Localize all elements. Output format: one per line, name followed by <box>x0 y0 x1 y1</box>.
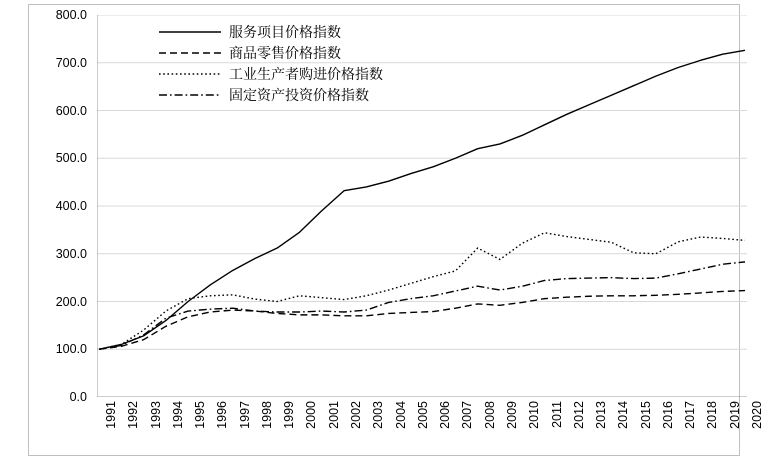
y-axis-tick-label: 700.0 <box>55 55 87 70</box>
y-axis-tick-label: 800.0 <box>55 8 87 22</box>
x-axis-tick-label: 2002 <box>349 401 364 429</box>
x-axis-tick-label: 2004 <box>393 401 408 429</box>
x-axis-tick-label: 1999 <box>282 401 297 429</box>
y-axis-tick-label: 500.0 <box>55 151 87 166</box>
x-axis-tick-label: 2005 <box>415 401 430 429</box>
x-axis-tick-label: 1998 <box>259 401 274 429</box>
legend-label: 商品零售价格指数 <box>229 44 341 61</box>
x-axis-tick-label: 2011 <box>549 401 564 428</box>
x-axis-tick-label: 2003 <box>371 401 386 429</box>
legend-line-icon <box>159 26 221 38</box>
x-axis-tick-label: 2009 <box>504 401 519 429</box>
legend-item <box>159 42 419 63</box>
legend-line-icon <box>159 89 221 101</box>
x-axis-tick-label: 2017 <box>683 401 698 429</box>
x-axis-tick-label: 2020 <box>750 401 764 429</box>
legend-label: 工业生产者购进价格指数 <box>229 65 383 82</box>
x-axis-tick-label: 2010 <box>527 401 542 429</box>
x-axis-tick-label: 2006 <box>438 401 453 429</box>
x-axis-tick-label: 2016 <box>660 401 675 429</box>
chart-plot-frame <box>28 4 764 456</box>
y-axis-labels <box>29 8 91 404</box>
y-axis-tick-label: 400.0 <box>55 199 87 213</box>
x-axis-tick-label: 2007 <box>460 401 475 429</box>
x-axis-tick-label: 2018 <box>705 401 720 429</box>
y-axis-tick-label: 0.0 <box>69 390 87 404</box>
legend-line-icon <box>159 68 221 80</box>
x-axis-tick-label: 2000 <box>304 401 319 429</box>
x-axis-tick-label: 2019 <box>727 401 742 429</box>
legend-item <box>159 84 419 105</box>
x-axis-tick-label: 2013 <box>594 401 609 429</box>
legend-label: 服务项目价格指数 <box>229 23 341 40</box>
y-axis-tick-label: 300.0 <box>55 246 87 261</box>
x-axis-tick-label: 1997 <box>237 401 252 429</box>
x-axis-tick-label: 2012 <box>571 401 586 429</box>
legend-item <box>159 21 419 42</box>
x-axis-tick-label: 2014 <box>616 401 631 429</box>
x-axis-tick-label: 1996 <box>215 401 230 429</box>
legend-label: 固定资产投资价格指数 <box>229 86 369 103</box>
y-axis-tick-label: 100.0 <box>55 342 87 357</box>
x-axis-tick-label: 2001 <box>326 401 341 429</box>
chart-legend <box>159 21 419 105</box>
y-axis-tick-label: 600.0 <box>55 103 87 118</box>
x-axis-tick-label: 1995 <box>193 401 208 429</box>
y-axis-tick-label: 200.0 <box>55 294 87 309</box>
x-axis-tick-label: 1992 <box>126 401 141 429</box>
x-axis-tick-label: 1991 <box>104 401 118 429</box>
x-axis-labels <box>97 401 764 461</box>
legend-item <box>159 63 419 84</box>
x-axis-tick-label: 2008 <box>482 401 497 429</box>
legend-line-icon <box>159 47 221 59</box>
x-axis-tick-label: 1994 <box>170 401 185 429</box>
x-axis-tick-label: 1993 <box>148 401 163 429</box>
x-axis-tick-label: 2015 <box>638 401 653 429</box>
